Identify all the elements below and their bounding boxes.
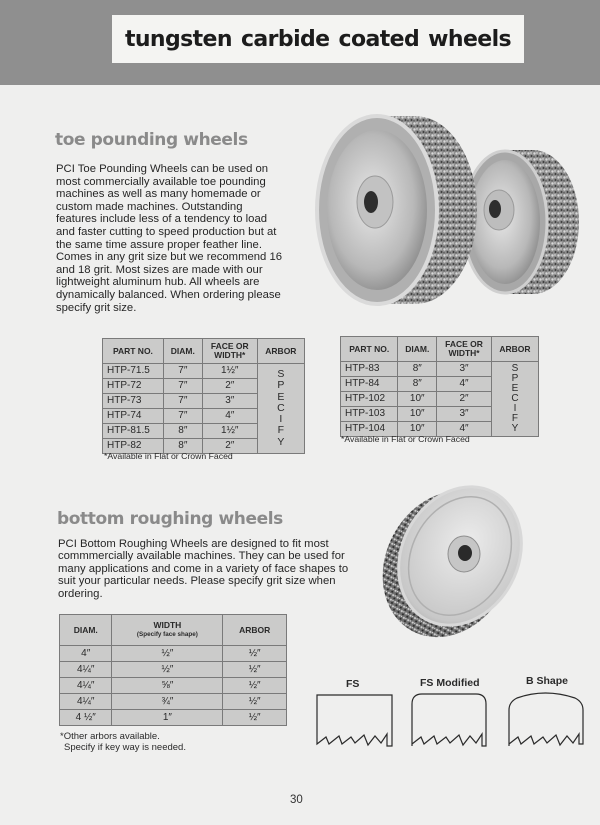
arbor-letter: Y <box>511 423 519 434</box>
table-row <box>60 646 287 662</box>
face-shape-fs-diagram <box>315 692 395 750</box>
arbor: ½″ <box>223 662 287 678</box>
arbor-letter: E <box>511 383 519 394</box>
face: 1½″ <box>202 424 257 439</box>
header-arbor: ARBOR <box>491 337 538 362</box>
diam: 10″ <box>398 422 437 437</box>
arbor-letter: C <box>277 401 285 414</box>
part-no: HTP-71.5 <box>103 364 164 379</box>
description-line: and 18 grit. Most sizes are made with our <box>56 263 263 276</box>
width: ¾″ <box>112 694 223 710</box>
description-line: lightweight aluminum hub. All wheels are <box>56 276 260 289</box>
toe-pounding-table-left <box>102 338 305 454</box>
face: 3″ <box>437 362 492 377</box>
face: 3″ <box>202 394 257 409</box>
table-header-row <box>103 339 305 364</box>
table-row <box>60 662 287 678</box>
description-line: Comes in any grit size but we recommend 16 <box>56 251 283 264</box>
face: 3″ <box>437 407 492 422</box>
part-no: HTP-73 <box>103 394 164 409</box>
part-no: HTP-83 <box>341 362 398 377</box>
arbor: ½″ <box>223 646 287 662</box>
diam: 7″ <box>163 364 202 379</box>
arbor-letter: P <box>277 379 285 392</box>
arbor-letter: Y <box>277 435 285 448</box>
table-row <box>341 362 539 377</box>
header-title-box <box>112 15 524 63</box>
header-arbor: ARBOR <box>257 339 304 364</box>
description-line: the same time assure proper feather line. <box>56 238 262 251</box>
arbor-letter: P <box>511 373 519 384</box>
face-shape-label-fs: FS <box>346 678 360 690</box>
description-line: many applications and come in a variety of face shapes to <box>58 562 349 575</box>
diam: 8″ <box>398 377 437 392</box>
face-shape-label-b-shape: B Shape <box>526 675 569 687</box>
small-wheel <box>463 150 579 294</box>
description-line: PCI Bottom Roughing Wheels are designed to fit most <box>58 538 329 550</box>
header-face-line2: WIDTH* <box>448 348 480 358</box>
face: 4″ <box>202 409 257 424</box>
arbor-letter: S <box>511 363 519 374</box>
face: 2″ <box>437 392 492 407</box>
diam: 8″ <box>163 424 202 439</box>
toe-pounding-description <box>56 163 282 314</box>
arbor-letter: C <box>511 393 519 404</box>
table-row <box>60 694 287 710</box>
face: 2″ <box>202 439 257 454</box>
arbor: ½″ <box>223 678 287 694</box>
large-wheel <box>317 116 477 304</box>
description-line: ordering. <box>58 587 103 600</box>
diam: 4¼″ <box>60 662 112 678</box>
diam: 8″ <box>163 439 202 454</box>
diam: 10″ <box>398 392 437 407</box>
header-face-line2: WIDTH* <box>214 350 246 360</box>
table-row <box>60 678 287 694</box>
diam: 4″ <box>60 646 112 662</box>
arbor-letter: F <box>511 413 519 424</box>
arbor-letter: S <box>277 367 285 380</box>
diam: 4¼″ <box>60 678 112 694</box>
description-line: custom made machines. Outstanding <box>56 200 243 213</box>
toe-pounding-table-right <box>340 336 539 437</box>
part-no: HTP-84 <box>341 377 398 392</box>
page-number: 30 <box>290 794 303 806</box>
width: ½″ <box>112 662 223 678</box>
header-face-line1: FACE OR <box>210 341 249 351</box>
footnote-line: Specify if key way is needed. <box>64 742 186 753</box>
bottom-roughing-table <box>59 614 287 726</box>
bottom-roughing-wheel-photo <box>378 476 538 644</box>
header-width-sub: (Specify face shape) <box>136 631 198 638</box>
face: 4″ <box>437 377 492 392</box>
width: ½″ <box>112 646 223 662</box>
footnote-line: *Other arbors available. <box>60 731 160 742</box>
arbor: ½″ <box>223 694 287 710</box>
description-line: suit your particular needs. Please specify grit size when <box>58 575 336 588</box>
description-line: dynamically balanced. When ordering please <box>56 288 281 301</box>
diam: 7″ <box>163 409 202 424</box>
toe-pounding-title: toe pounding wheels <box>55 130 248 150</box>
header-part-no: PART NO. <box>103 339 164 364</box>
bottom-roughing-description <box>58 538 348 600</box>
face: 1½″ <box>202 364 257 379</box>
table-row <box>103 364 305 379</box>
diam: 7″ <box>163 379 202 394</box>
page-title: tungsten carbide coated wheels <box>124 26 512 52</box>
header-width-label: WIDTH <box>153 620 182 630</box>
description-line: commmercially available machines. They can be used for <box>58 550 345 563</box>
face-shape-fs-modified-diagram <box>410 690 490 750</box>
description-line: most commercially available toe pounding <box>56 175 266 188</box>
arbor: ½″ <box>223 710 287 726</box>
part-no: HTP-72 <box>103 379 164 394</box>
arbor-letter: I <box>279 413 283 426</box>
header-arbor: ARBOR <box>223 615 287 646</box>
diam: 8″ <box>398 362 437 377</box>
header-diam: DIAM. <box>60 615 112 646</box>
width: ⅝″ <box>112 678 223 694</box>
diam: 4 ½″ <box>60 710 112 726</box>
table-right-footnote: *Available in Flat or Crown Faced <box>341 434 470 444</box>
header-width <box>112 615 223 646</box>
part-no: HTP-104 <box>341 422 398 437</box>
toe-pounding-wheels-photo <box>305 110 585 315</box>
table-left-footnote: *Available in Flat or Crown Faced <box>104 451 233 461</box>
description-line: specify grit size. <box>56 301 137 314</box>
header-diam: DIAM. <box>163 339 202 364</box>
bottom-roughing-footnote <box>60 731 186 753</box>
part-no: HTP-103 <box>341 407 398 422</box>
part-no: HTP-82 <box>103 439 164 454</box>
description-line: machines as well as many homemade or <box>56 188 261 201</box>
diam: 10″ <box>398 407 437 422</box>
description-line: PCI Toe Pounding Wheels can be used on <box>56 163 269 175</box>
face-shape-b-shape-diagram <box>507 688 587 750</box>
description-line: features include less of a tendency to load <box>56 213 268 226</box>
table-header-row <box>60 615 287 646</box>
arbor-specify <box>257 364 304 454</box>
header-face-width <box>437 337 492 362</box>
header-face-width <box>202 339 257 364</box>
description-line: and faster cutting to speed production but at <box>56 225 277 238</box>
arbor-letter: F <box>277 424 285 437</box>
part-no: HTP-81.5 <box>103 424 164 439</box>
header-part-no: PART NO. <box>341 337 398 362</box>
face: 4″ <box>437 422 492 437</box>
bottom-roughing-title: bottom roughing wheels <box>57 509 283 529</box>
header-face-line1: FACE OR <box>445 339 483 349</box>
diam: 7″ <box>163 394 202 409</box>
header-diam: DIAM. <box>398 337 437 362</box>
width: 1″ <box>112 710 223 726</box>
part-no: HTP-74 <box>103 409 164 424</box>
arbor-specify <box>491 362 538 437</box>
part-no: HTP-102 <box>341 392 398 407</box>
table-row <box>60 710 287 726</box>
face: 2″ <box>202 379 257 394</box>
diam: 4¼″ <box>60 694 112 710</box>
face-shape-label-fs-modified: FS Modified <box>420 677 480 689</box>
table-header-row <box>341 337 539 362</box>
arbor-letter: E <box>277 390 285 403</box>
arbor-letter: I <box>513 403 517 414</box>
